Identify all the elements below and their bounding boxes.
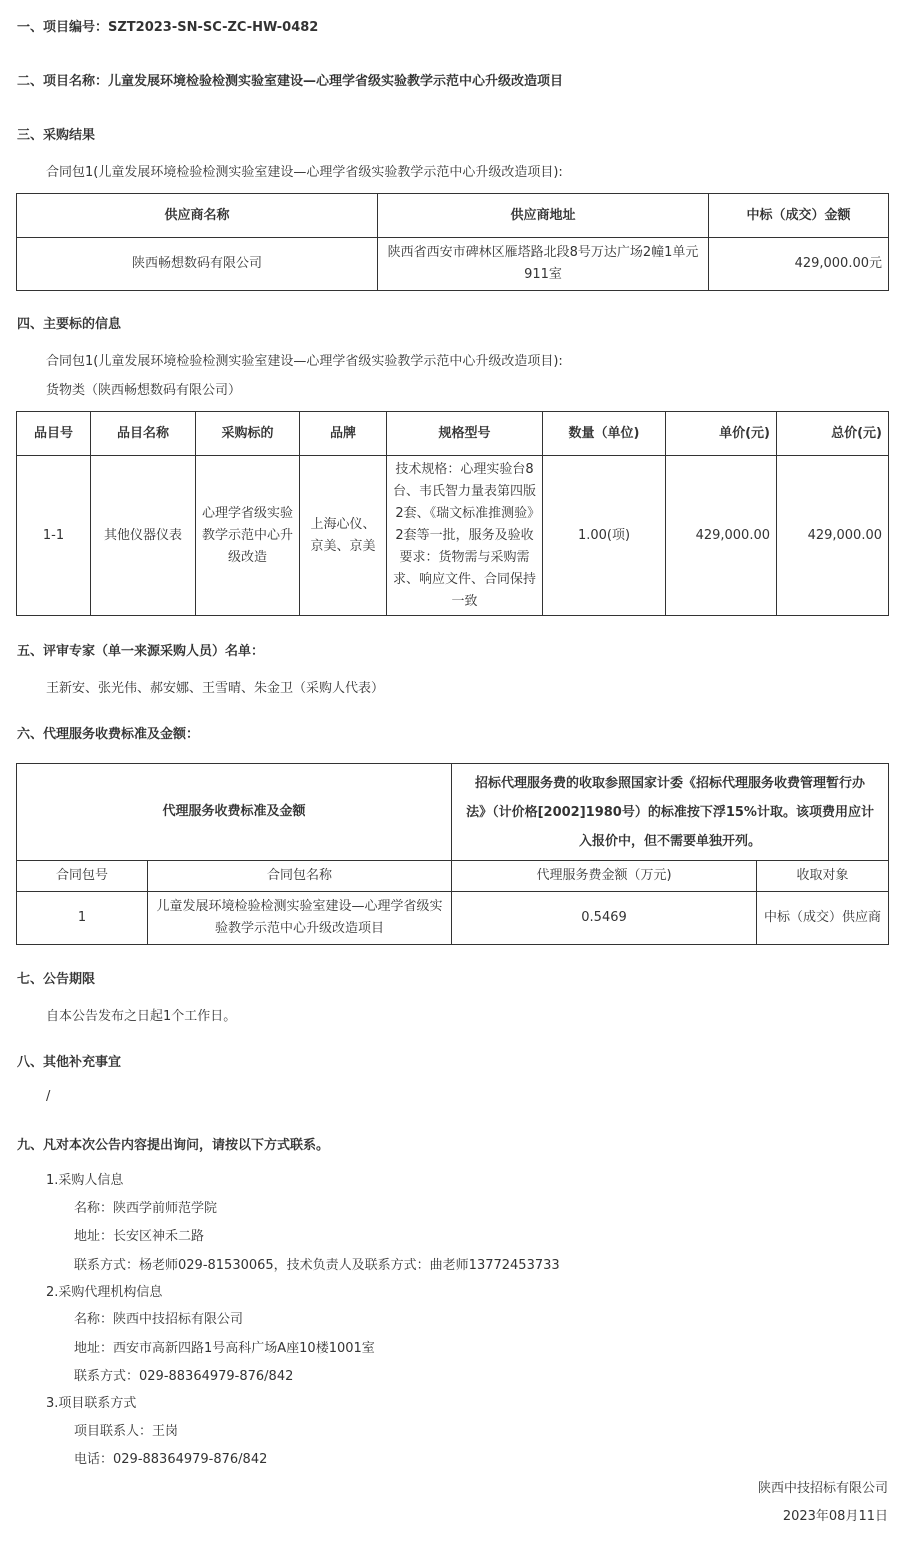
header-item-no: 品目号: [17, 412, 91, 456]
fee-table-header: [17, 861, 889, 892]
project-contact-label: 3.项目联系方式: [46, 1396, 137, 1411]
section-9-title: 九、凡对本次公告内容提出询问，请按以下方式联系。: [17, 1138, 330, 1153]
package-no: 1: [17, 892, 148, 945]
item-unit-price: 429,000.00: [666, 456, 777, 616]
header-award-amount: 中标（成交）金额: [709, 194, 889, 238]
agency-contact: 联系方式：029-88364979-876/842: [74, 1369, 294, 1384]
table-row: [17, 892, 889, 945]
table-row: [17, 456, 889, 616]
package-name: 儿童发展环境检验检测实验室建设—心理学省级实验教学示范中心升级改造项目: [148, 892, 452, 945]
fee-table: [16, 763, 889, 945]
supplier-name: 陕西畅想数码有限公司: [17, 238, 378, 291]
project-name: 二、项目名称：儿童发展环境检验检测实验室建设—心理学省级实验教学示范中心升级改造项目: [17, 74, 564, 89]
section-3-title: 三、采购结果: [17, 128, 96, 143]
item-target: 心理学省级实验教学示范中心升级改造: [196, 456, 300, 616]
result-table: [16, 193, 889, 291]
footer-company: 陕西中技招标有限公司: [757, 1481, 888, 1496]
header-fee-target: 收取对象: [757, 861, 889, 892]
supplement-text: /: [46, 1089, 51, 1104]
purchaser-address: 地址：长安区神禾二路: [74, 1229, 205, 1244]
purchaser-label: 1.采购人信息: [46, 1173, 124, 1188]
section-4-category: 货物类（陕西畅想数码有限公司）: [46, 383, 242, 398]
agency-label: 2.采购代理机构信息: [46, 1285, 163, 1300]
header-supplier-name: 供应商名称: [17, 194, 378, 238]
section-4-title: 四、主要标的信息: [17, 317, 122, 332]
expert-names: 王新安、张光伟、郝安娜、王雪晴、朱金卫（采购人代表）: [46, 681, 385, 696]
agency-address: 地址：西安市高新四路1号高科广场A座10楼1001室: [74, 1341, 375, 1356]
purchaser-contact: 联系方式：杨老师029-81530065，技术负责人及联系方式：曲老师13772453733: [74, 1258, 560, 1273]
header-unit-price: 单价(元): [666, 412, 777, 456]
section-8-title: 八、其他补充事宜: [17, 1055, 122, 1070]
fee-amount: 0.5469: [452, 892, 757, 945]
header-total-price: 总价(元): [777, 412, 889, 456]
notice-period: 自本公告发布之日起1个工作日。: [46, 1009, 237, 1024]
header-package-no: 合同包号: [17, 861, 148, 892]
item-no: 1-1: [17, 456, 91, 616]
section-4-package: 合同包1(儿童发展环境检验检测实验室建设—心理学省级实验教学示范中心升级改造项目):: [46, 354, 563, 369]
header-item-name: 品目名称: [91, 412, 196, 456]
header-quantity: 数量（单位): [543, 412, 666, 456]
purchaser-name: 名称：陕西学前师范学院: [74, 1201, 218, 1216]
project-number: 一、项目编号：SZT2023-SN-SC-ZC-HW-0482: [17, 20, 319, 35]
items-table-header: [17, 412, 889, 456]
header-fee-amount: 代理服务费金额（万元): [452, 861, 757, 892]
item-name: 其他仪器仪表: [91, 456, 196, 616]
header-supplier-address: 供应商地址: [378, 194, 709, 238]
project-contact-person: 项目联系人：王岗: [74, 1424, 179, 1439]
agency-name: 名称：陕西中技招标有限公司: [74, 1312, 244, 1327]
section-5-title: 五、评审专家（单一来源采购人员）名单：: [17, 644, 265, 659]
item-spec: 技术规格：心理实验台8台、韦氏智力量表第四版2套、《瑞文标准推测验》2套等一批，服务及验收要求：货物需与采购需求、响应文件、合同保持一致: [387, 456, 543, 616]
fee-standard-row: [17, 764, 889, 861]
footer-date: 2023年08月11日: [782, 1509, 888, 1524]
fee-standard-text: 招标代理服务费的收取参照国家计委《招标代理服务收费管理暂行办法》（计价格[2002]1980号）的标准按下浮15%计取。该项费用应计入报价中，但不需要单独开列。: [452, 764, 889, 861]
table-row: [17, 238, 889, 291]
fee-target: 中标（成交）供应商: [757, 892, 889, 945]
award-amount: 429,000.00元: [709, 238, 889, 291]
result-table-header: [17, 194, 889, 238]
project-contact-phone: 电话：029-88364979-876/842: [74, 1452, 268, 1467]
section-3-package: 合同包1(儿童发展环境检验检测实验室建设—心理学省级实验教学示范中心升级改造项目):: [46, 165, 563, 180]
section-7-title: 七、公告期限: [17, 972, 96, 987]
items-table: [16, 411, 889, 616]
item-total-price: 429,000.00: [777, 456, 889, 616]
header-brand: 品牌: [300, 412, 387, 456]
supplier-address: 陕西省西安市碑林区雁塔路北段8号万达广场2幢1单元911室: [378, 238, 709, 291]
fee-standard-label: 代理服务收费标准及金额: [17, 764, 452, 861]
item-quantity: 1.00(项): [543, 456, 666, 616]
header-package-name: 合同包名称: [148, 861, 452, 892]
item-brand: 上海心仪、京美、京美: [300, 456, 387, 616]
header-spec: 规格型号: [387, 412, 543, 456]
section-6-title: 六、代理服务收费标准及金额：: [17, 727, 200, 742]
header-target: 采购标的: [196, 412, 300, 456]
